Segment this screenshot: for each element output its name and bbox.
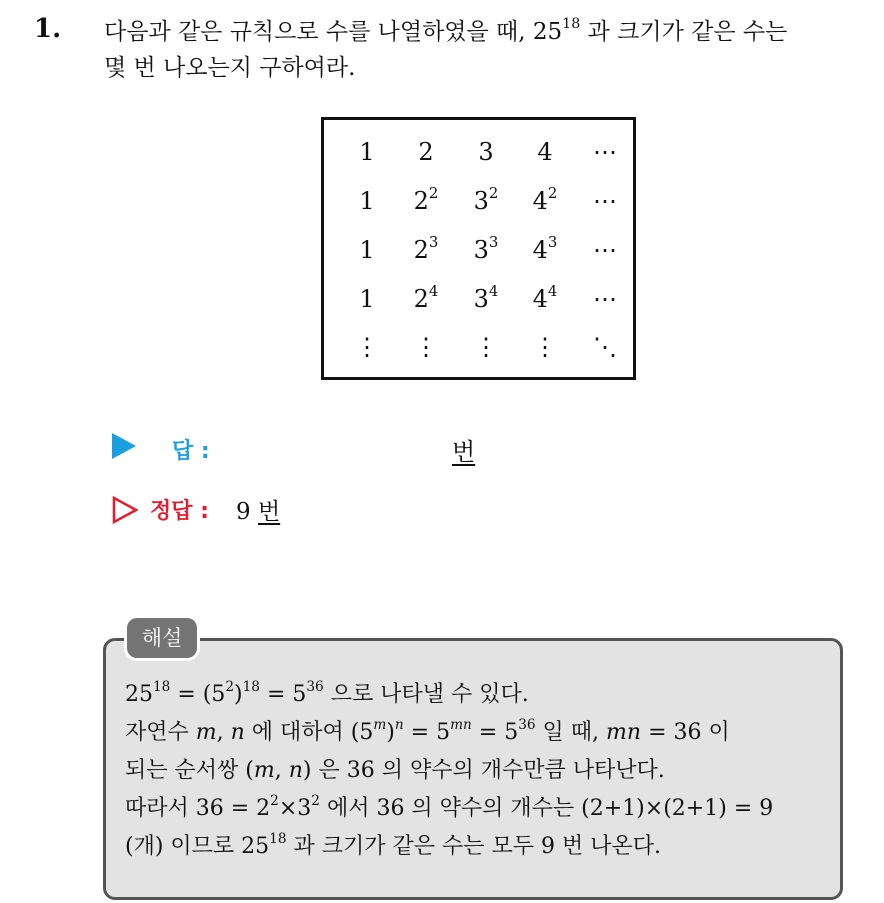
play-triangle-icon bbox=[111, 432, 137, 460]
grid-cell: ⋯ bbox=[593, 138, 617, 166]
grid-cell: ⋯ bbox=[593, 236, 617, 264]
grid-cell: ⋱ bbox=[593, 333, 617, 361]
grid-cell: ⋮ bbox=[355, 333, 379, 361]
grid-cell: $4^3$ bbox=[532, 232, 558, 264]
grid-cell: 1 bbox=[359, 138, 375, 166]
answer-label: 답 : bbox=[172, 439, 210, 464]
grid-cell: ⋯ bbox=[593, 187, 617, 215]
grid-cell: $3^3$ bbox=[473, 232, 499, 264]
outline-triangle-icon bbox=[112, 496, 138, 524]
grid-cell: ⋮ bbox=[474, 333, 498, 361]
grid-cell: $3^2$ bbox=[473, 183, 499, 215]
grid-cell: 2 bbox=[418, 138, 434, 166]
grid-cell: $4^4$ bbox=[532, 281, 558, 313]
question-line-1: 다음과 같은 규칙으로 수를 나열하였을 때, $25^{18}$ 과 크기가 같은 수는 bbox=[104, 16, 788, 45]
solution-text bbox=[125, 676, 835, 866]
grid-cell: $2^2$ bbox=[413, 183, 439, 215]
solution-line-4: 따라서 $36 = 2^2\times 3^2$ 에서 36 의 약수의 개수는 (2+1)×(2+1) = 9 bbox=[125, 792, 774, 821]
solution-line-5: (개) 이므로 $25^{18}$ 과 크기가 같은 수는 모두 9 번 나온다. bbox=[125, 830, 661, 859]
grid-cell: $2^3$ bbox=[413, 232, 439, 264]
solution-line-2: 자연수 m, n 에 대하여 $(5^m)^n = 5^{mn} = 5^{36}$ 일 때, mn = 36 이 bbox=[125, 716, 730, 745]
grid-cell: $3^4$ bbox=[473, 281, 499, 313]
solution-line-3: 되는 순서쌍 (m, n) 은 36 의 약수의 개수만큼 나타난다. bbox=[125, 758, 665, 783]
answer-unit: 번 bbox=[452, 438, 476, 466]
grid-cell: 1 bbox=[359, 285, 375, 313]
question-text bbox=[104, 14, 874, 86]
grid-cell: 3 bbox=[478, 138, 494, 166]
grid-cell: ⋮ bbox=[533, 333, 557, 361]
grid-cell: ⋯ bbox=[593, 285, 617, 313]
correct-answer-label: 정답 : bbox=[150, 499, 209, 524]
solution-tag: 해설 bbox=[127, 618, 197, 658]
correct-answer-value: 9 번 bbox=[236, 499, 281, 525]
grid-cell: 1 bbox=[359, 236, 375, 264]
question-line-2: 몇 번 나오는지 구하여라. bbox=[104, 55, 356, 81]
grid-cell: 4 bbox=[537, 138, 553, 166]
grid-cell: ⋮ bbox=[414, 333, 438, 361]
grid-cell: 1 bbox=[359, 187, 375, 215]
solution-line-1: $25^{18} = (5^2)^{18} = 5^{36}$ 으로 나타낼 수 있다. bbox=[125, 678, 529, 707]
question-number: 1. bbox=[34, 14, 62, 44]
grid-cell: $2^4$ bbox=[413, 281, 439, 313]
grid-cell: $4^2$ bbox=[532, 183, 558, 215]
number-grid bbox=[321, 117, 636, 380]
